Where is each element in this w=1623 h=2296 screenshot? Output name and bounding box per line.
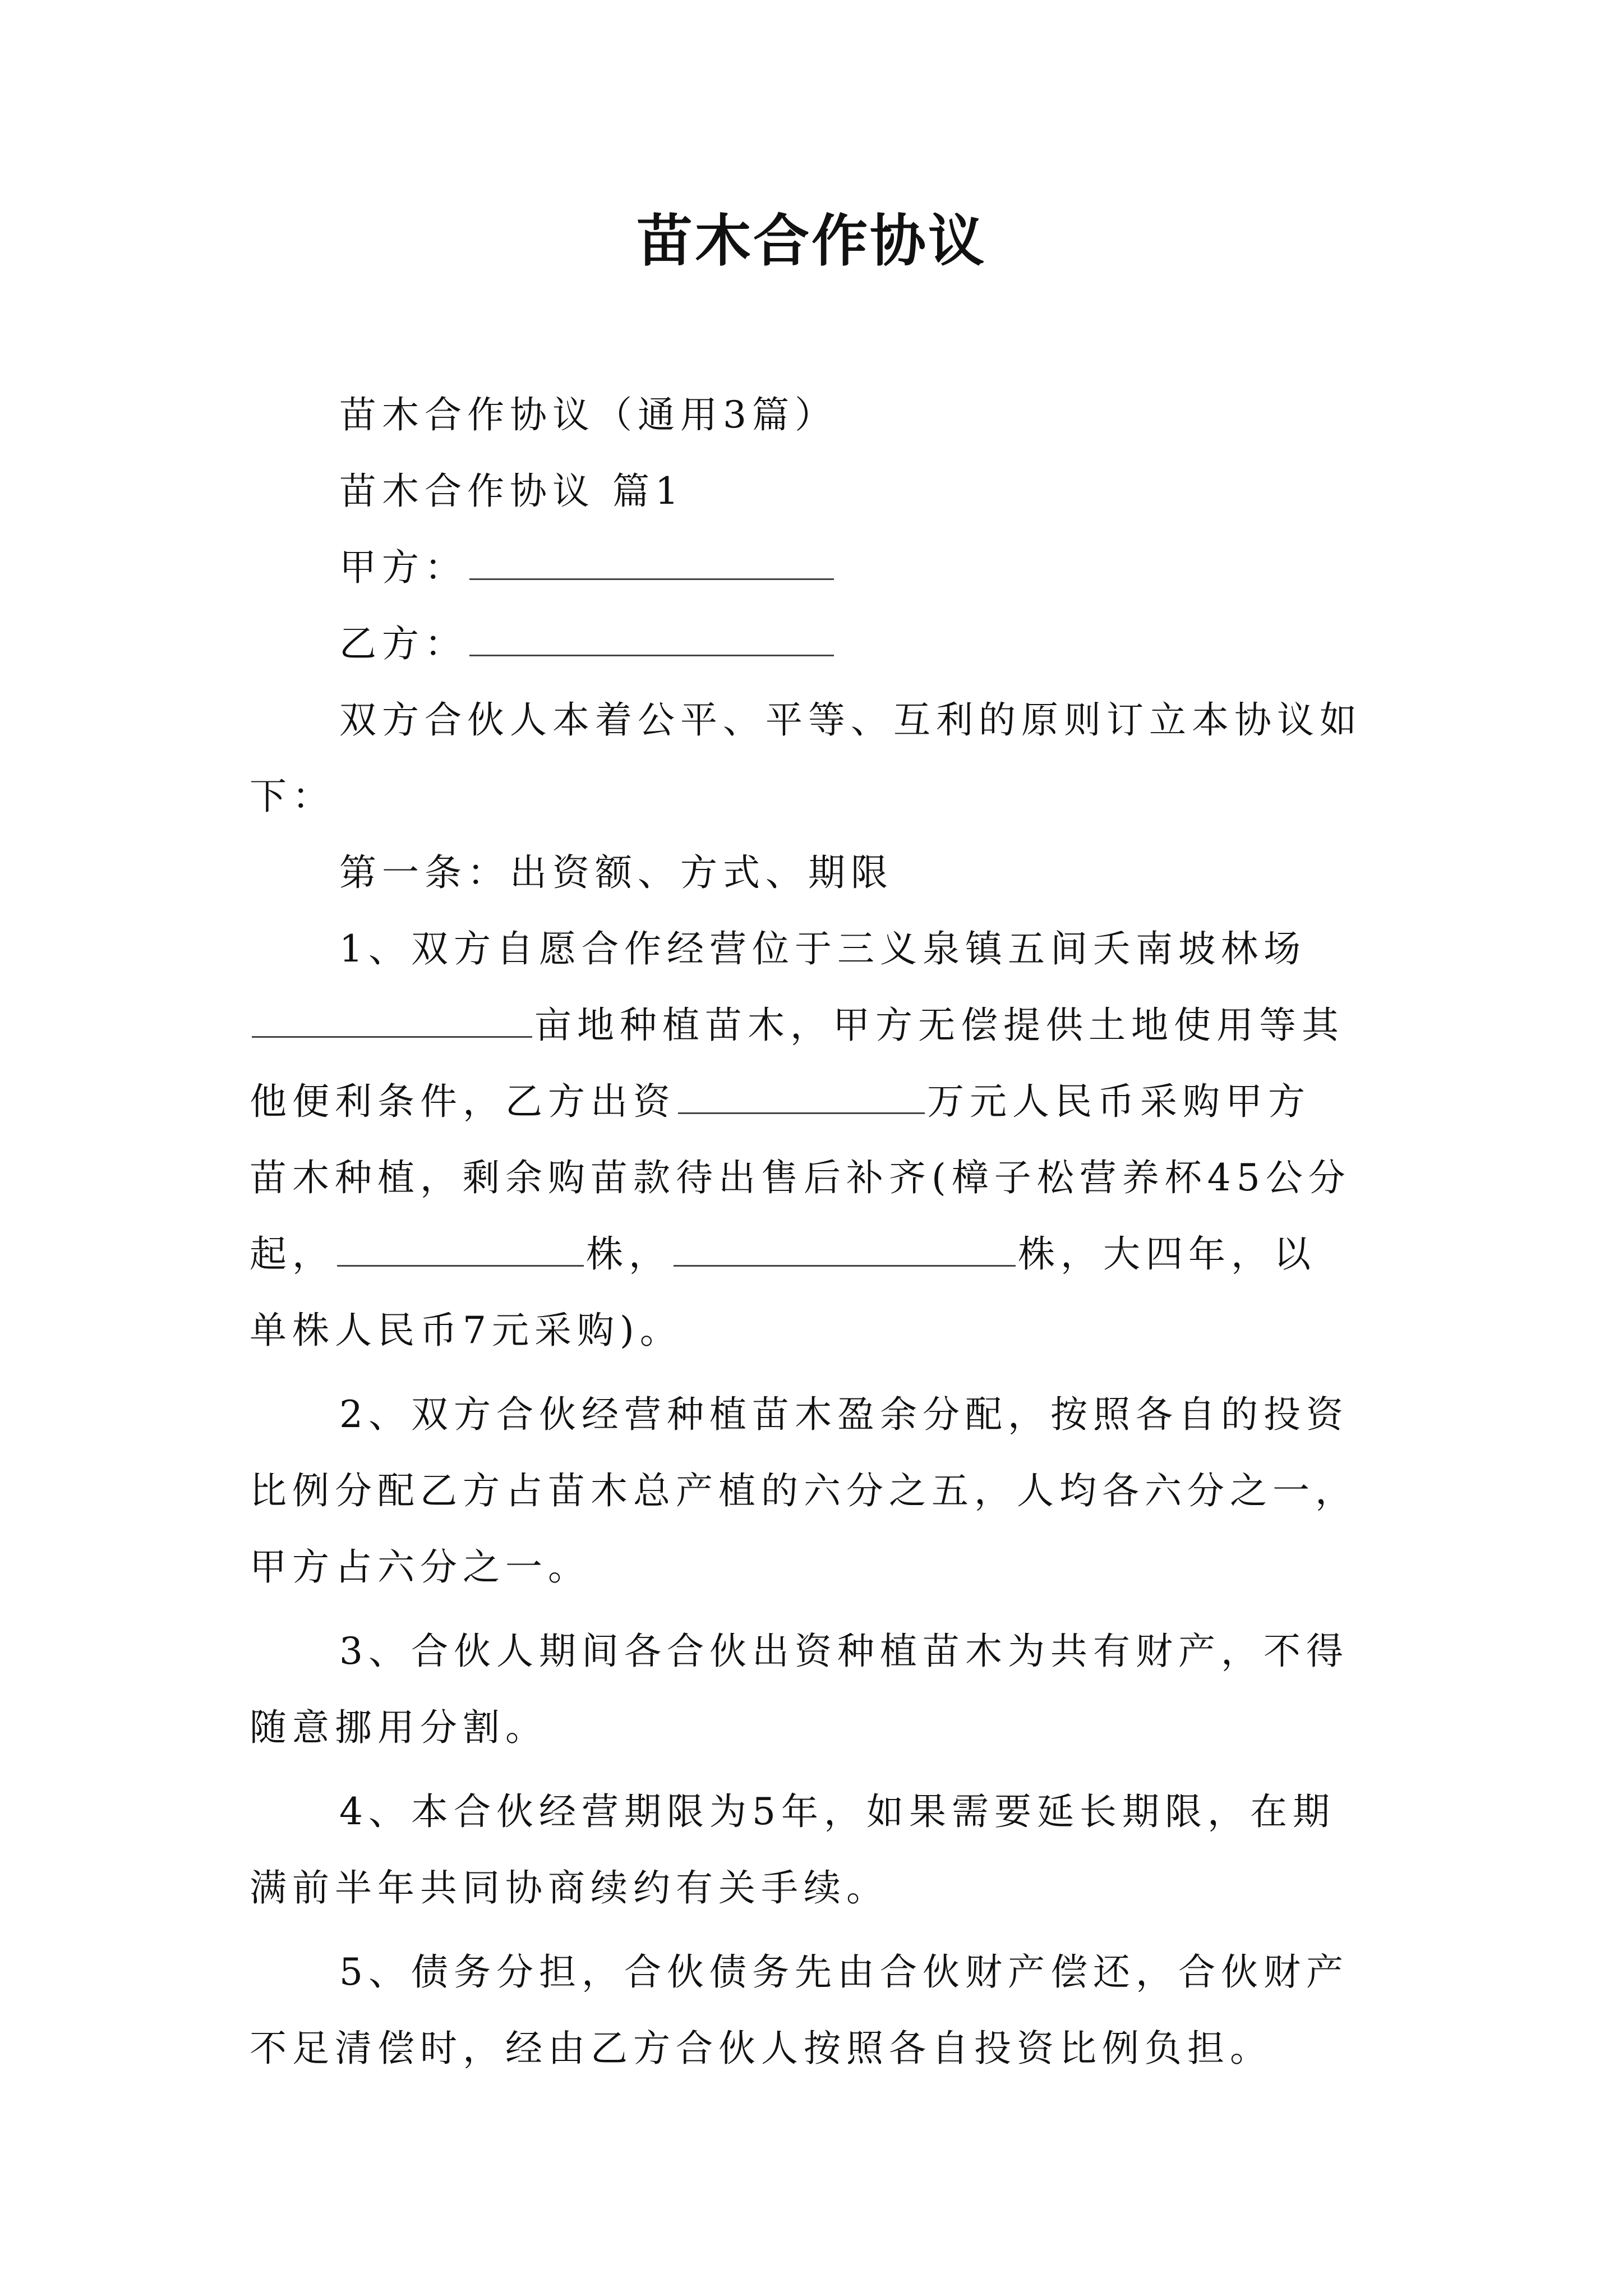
clause-1-line-5 [250, 1226, 1316, 1282]
intro-line-2: 下： [250, 775, 335, 818]
clause-1-line-5-text-b: 株， [586, 1232, 671, 1276]
clause-1-line-1: 1、双方自愿合作经营位于三义泉镇五间夭南坡林场 [339, 927, 1306, 970]
clause-2-line-1: 2、双方合伙经营种植苗木盈余分配，按照各自的投资 [339, 1393, 1349, 1436]
clause-4-line-2: 满前半年共同协商续约有关手续。 [250, 1866, 889, 1910]
clause-1-line-3-text-a: 他便利条件，乙方出资 [250, 1080, 676, 1123]
clause-3-line-1: 3、合伙人期间各合伙出资种植苗木为共有财产，不得 [339, 1630, 1349, 1673]
investment-blank [678, 1090, 925, 1114]
clause-5-line-2: 不足清偿时，经由乙方合伙人按照各自投资比例负担。 [250, 2027, 1272, 2070]
party-a-line [339, 540, 836, 596]
party-a-blank [469, 556, 834, 580]
document-title: 苗木合作协议 [637, 208, 986, 274]
clause-1-line-3 [250, 1074, 1311, 1130]
party-b-blank [469, 632, 834, 656]
intro-line-1: 双方合伙人本着公平、平等、互利的原则订立本协议如 [339, 698, 1362, 742]
clause-3-line-2: 随意挪用分割。 [250, 1706, 548, 1749]
clause-4-line-1: 4、本合伙经营期限为5年，如果需要延长期限，在期 [339, 1790, 1335, 1833]
document-subtitle: 苗木合作协议（通用3篇） [339, 393, 837, 436]
party-b-label: 乙方： [339, 622, 467, 665]
clause-1-line-4: 苗木种植，剩余购苗款待出售后补齐(樟子松营养杯45公分 [250, 1156, 1351, 1199]
clause-1-line-2 [250, 997, 1344, 1053]
party-b-line [339, 616, 836, 672]
article-1-heading: 第一条：出资额、方式、期限 [339, 851, 893, 894]
quantity-blank-2 [674, 1243, 1016, 1267]
party-a-label: 甲方： [339, 546, 467, 589]
clause-1-line-3-text-b: 万元人民币采购甲方 [927, 1080, 1311, 1123]
clause-5-line-1: 5、债务分担，合伙债务先由合伙财产偿还，合伙财产 [339, 1950, 1349, 1994]
clause-2-line-2: 比例分配乙方占苗木总产植的六分之五，人均各六分之一， [250, 1469, 1358, 1512]
quantity-blank-1 [337, 1243, 584, 1267]
clause-1-line-2-text: 亩地种植苗木，甲方无偿提供土地使用等其 [534, 1004, 1344, 1047]
clause-1-line-6: 单株人民币7元采购)。 [250, 1309, 683, 1352]
clause-2-line-3: 甲方占六分之一。 [250, 1545, 591, 1589]
clause-1-line-5-text-a: 起， [250, 1232, 335, 1276]
clause-1-line-5-text-c: 株，大四年，以 [1018, 1232, 1316, 1276]
acreage-blank [252, 1014, 532, 1038]
section-heading: 苗木合作协议 篇1 [339, 470, 684, 513]
